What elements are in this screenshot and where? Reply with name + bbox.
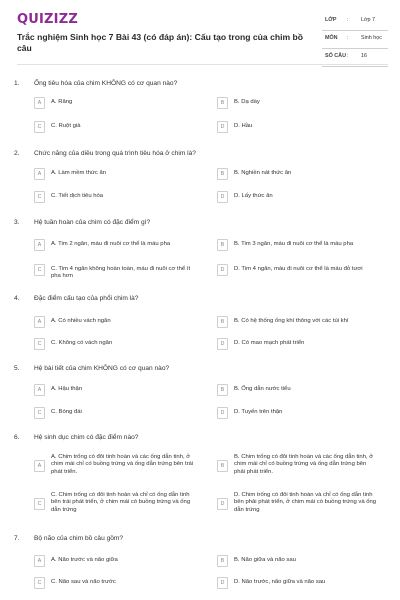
option-letter-box: B (217, 460, 228, 472)
option-letter-box: B (217, 97, 228, 109)
option-letter-box: C (34, 121, 45, 133)
option-text: A. Não trước và não giữa (51, 556, 118, 563)
option-letter-box: B (217, 168, 228, 180)
meta-value: Lớp 7 (361, 17, 376, 23)
option-letter-box: A (34, 97, 45, 109)
option-letter-box: D (217, 498, 228, 510)
option-letter-box: D (217, 264, 228, 276)
option-text: C. Chim trống có đôi tinh hoàn và chỉ có ống dẫn tinh bên trái phát triển, ở chim mái có buồng trứng và ống dẫn trứng (51, 491, 191, 513)
meta-separator: : (347, 35, 349, 41)
option-letter-box: C (34, 264, 45, 276)
option-letter-box: A (34, 316, 45, 328)
option-letter-box: A (34, 384, 45, 396)
option-letter-box: B (217, 384, 228, 396)
meta-key: LỚP (325, 17, 337, 23)
question-text: Hệ tuần hoàn của chim có đặc điểm gì? (34, 219, 151, 226)
meta-key: SỐ CÂU (325, 53, 346, 59)
worksheet-title: Trắc nghiệm Sinh học 7 Bài 43 (có đáp án): Cấu tạo trong của chim bồ câu (17, 32, 304, 53)
header-divider (17, 64, 388, 65)
option-text: C. Không có vách ngăn (51, 339, 113, 346)
option-letter-box: C (34, 407, 45, 419)
meta-box (322, 13, 388, 67)
option-letter-box: D (217, 407, 228, 419)
question-number: 3. (14, 219, 20, 226)
meta-row-grade (322, 13, 388, 31)
quizizz-logo[interactable]: QUIZIZZ (17, 12, 78, 27)
question-number: 7. (14, 535, 20, 542)
option-text: D. Lấy thức ăn (234, 192, 273, 199)
option-text: C. Tim 4 ngăn không hoàn toàn, máu đi nuôi cơ thể ít pha hơn (51, 265, 191, 280)
question-text: Bộ não của chim bồ câu gồm? (34, 535, 124, 542)
option-text: B. Não giữa và não sau (234, 556, 296, 563)
meta-row-subject (322, 31, 388, 49)
question-text: Ống tiêu hóa của chim KHÔNG có cơ quan nào? (34, 80, 178, 87)
option-text: A. Răng (51, 98, 73, 105)
option-letter-box: A (34, 168, 45, 180)
option-text: D. Hầu (234, 122, 253, 129)
question-text: Hệ bài tiết của chim KHÔNG có cơ quan nào? (34, 365, 170, 372)
question-number: 1. (14, 80, 20, 87)
option-letter-box: A (34, 239, 45, 251)
option-text: A. Chim trống có đôi tinh hoàn và các ống dẫn tinh, ở chim mái chỉ có buồng trứng và ống dẫn trứng bên trái phát triển. (51, 453, 194, 475)
option-letter-box: D (217, 121, 228, 133)
option-letter-box: C (34, 498, 45, 510)
option-text: B. Nghiền nát thức ăn (234, 169, 292, 176)
question-text: Hệ sinh dục chim có đặc điểm nào? (34, 434, 139, 441)
option-text: C. Não sau và não trước (51, 578, 116, 585)
worksheet-header (0, 0, 400, 64)
option-text: C. Ruột già (51, 122, 81, 129)
option-text: C. Bóng đái (51, 408, 82, 415)
option-text: D. Não trước, não giữa và não sau (234, 578, 326, 585)
option-text: A. Có nhiều vách ngăn (51, 317, 111, 324)
question-number: 2. (14, 150, 20, 157)
option-text: A. Làm mềm thức ăn (51, 169, 107, 176)
option-letter-box: C (34, 577, 45, 589)
meta-separator: : (347, 17, 349, 23)
option-text: D. Có mao mạch phát triển (234, 339, 305, 346)
option-letter-box: B (217, 239, 228, 251)
option-letter-box: D (217, 338, 228, 350)
option-text: B. Dạ dày (234, 98, 260, 105)
option-text: D. Tim 4 ngăn, máu đi nuôi cơ thể là máu đỏ tươi (234, 265, 363, 272)
meta-value: 16 (361, 53, 367, 59)
question-number: 5. (14, 365, 20, 372)
question-text: Chức năng của diều trong quá trình tiêu hóa ở chim là? (34, 150, 196, 157)
question-number: 4. (14, 295, 20, 302)
option-text: B. Tim 3 ngăn, máu đi nuôi cơ thể là máu pha (234, 240, 354, 247)
option-text: A. Tim 2 ngăn, máu đi nuôi cơ thể là máu pha (51, 240, 171, 247)
option-text: B. Chim trống có đôi tinh hoàn và các ống dẫn tinh, ở chim mái chỉ có buồng trứng và ống dẫn trứng bên phải phát triển. (234, 453, 374, 475)
meta-key: MÔN (325, 35, 338, 41)
option-letter-box: B (217, 316, 228, 328)
option-text: B. Ống dẫn nước tiểu (234, 385, 291, 392)
option-text: D. Chim trống có đôi tinh hoàn và chỉ có ống dẫn tinh bên phải phát triển, ở chim mái có buồng trứng và ống dẫn trứng (234, 491, 377, 513)
option-letter-box: D (217, 191, 228, 203)
option-letter-box: C (34, 191, 45, 203)
meta-separator: : (347, 53, 349, 59)
option-letter-box: A (34, 555, 45, 567)
option-text: B. Có hệ thống ống khí thông với các túi khí (234, 317, 349, 324)
option-text: A. Hậu thận (51, 385, 83, 392)
option-text: D. Tuyến trên thận (234, 408, 283, 415)
meta-value: Sinh học (361, 35, 382, 41)
option-text: C. Tiết dịch tiêu hóa (51, 192, 104, 199)
question-text: Đặc điểm cấu tạo của phổi chim là? (34, 295, 139, 302)
option-letter-box: B (217, 555, 228, 567)
question-number: 6. (14, 434, 20, 441)
option-letter-box: D (217, 577, 228, 589)
option-letter-box: A (34, 460, 45, 472)
option-letter-box: C (34, 338, 45, 350)
